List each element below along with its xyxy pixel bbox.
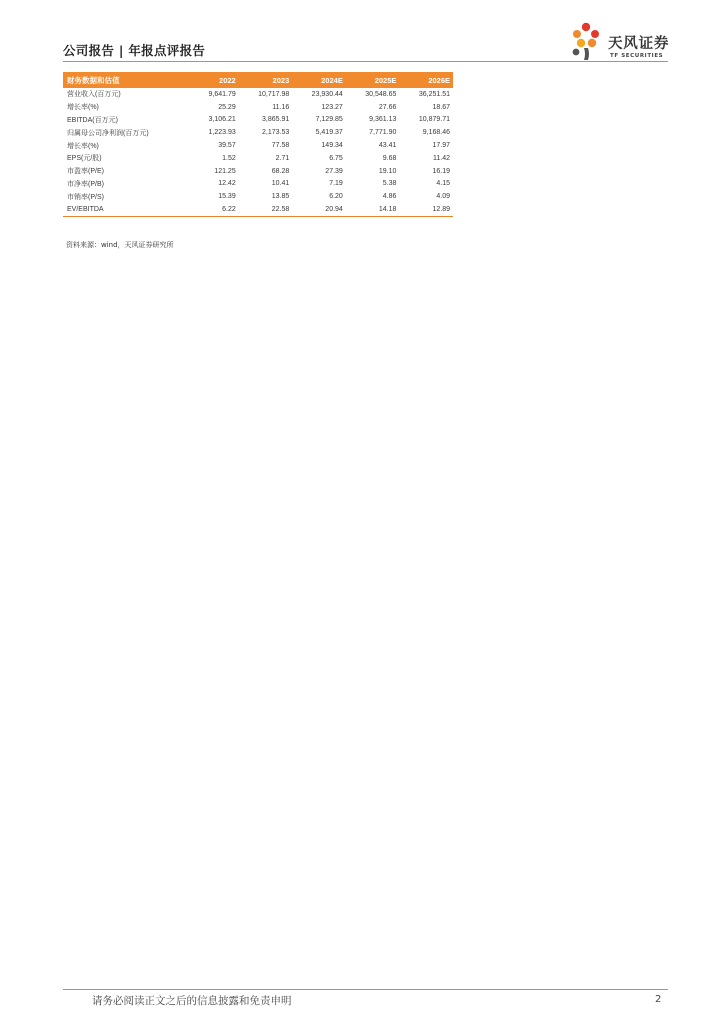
table-cell: 1,223.93: [208, 129, 236, 137]
table-cell: 11.42: [433, 154, 450, 162]
table-cell: 12.89: [399, 203, 453, 216]
table-cell: 14.18: [346, 203, 400, 216]
table-cell: 3,865.91: [262, 116, 290, 124]
table-cell: 20.94: [292, 203, 346, 216]
table-cell: 27.66: [378, 103, 397, 111]
table-row: [63, 88, 453, 101]
table-cell: 39.57: [218, 142, 236, 150]
table-cell: 23,930.44: [311, 90, 343, 98]
table-cell: 2,173.53: [262, 129, 290, 137]
year-header: 2024E: [321, 75, 343, 85]
tf-securities-logo-icon: [568, 22, 604, 62]
page-number: 2: [655, 994, 662, 1005]
table-cell: 13.85: [271, 193, 290, 201]
logo-text: 天风证券: [608, 36, 670, 52]
row-label: EPS(元/股): [67, 155, 102, 163]
table-cell: 9,168.46: [422, 129, 450, 137]
table-cell: 11.16: [272, 103, 290, 111]
table-row: [63, 126, 453, 139]
logo-subtext: TF SECURITIES: [610, 53, 664, 59]
table-cell: 6.20: [329, 193, 343, 201]
table-cell: 123.27: [321, 103, 343, 111]
table-cell: 12.42: [218, 180, 236, 188]
table-cell: 121.25: [214, 167, 236, 175]
header-divider: [63, 61, 668, 62]
row-label: EV/EBITDA: [63, 203, 191, 216]
table-cell: 3,106.21: [208, 116, 236, 124]
table-cell: 6.22: [191, 203, 239, 216]
table-cell: 4.86: [382, 193, 397, 201]
table-cell: 7,129.85: [315, 116, 343, 124]
table-row: [63, 178, 453, 191]
company-logo: [568, 22, 678, 62]
table-cell: 16.19: [432, 167, 450, 175]
table-cell: 17.97: [432, 142, 450, 150]
table-cell: 5.38: [382, 180, 397, 188]
table-cell: 10,879.71: [418, 116, 450, 124]
year-header: 2023: [272, 75, 290, 85]
table-cell: 149.34: [321, 142, 343, 150]
table-cell: 22.58: [239, 203, 293, 216]
table-cell: 19.10: [378, 167, 397, 175]
table-row: [63, 114, 453, 127]
table-cell: 6.75: [329, 154, 343, 162]
table-cell: 4.09: [436, 193, 450, 201]
table-row: [63, 190, 453, 203]
table-cell: 10,717.98: [258, 90, 290, 98]
table-cell: 9.68: [382, 154, 397, 162]
table-cell: 30,548.65: [365, 90, 397, 98]
table-cell: 1.52: [222, 154, 236, 162]
table-cell: 9,641.79: [208, 90, 236, 98]
table-row: [63, 139, 453, 152]
table-row: [63, 165, 453, 178]
table-cell: 68.28: [271, 167, 290, 175]
table-cell: 18.67: [432, 103, 450, 111]
row-label: 增长率(%): [67, 142, 99, 150]
footer-divider: [63, 989, 668, 990]
table-row: [63, 203, 453, 216]
table-cell: 10.41: [271, 180, 290, 188]
table-cell: 15.39: [218, 193, 236, 201]
table-header-label: 财务数据和估值: [67, 75, 120, 85]
table-cell: 7.19: [329, 180, 343, 188]
row-label: 市销率(P/S): [67, 193, 104, 201]
table-cell: 4.15: [436, 180, 450, 188]
report-header-title: 公司报告 | 年报点评报告: [63, 43, 206, 58]
table-cell: 5,419.37: [315, 129, 343, 137]
table-body: [63, 88, 453, 216]
table-cell: 7,771.90: [369, 129, 397, 137]
table-header-row: [63, 72, 453, 88]
row-label: 增长率(%): [67, 104, 99, 112]
table-cell: 27.39: [325, 167, 343, 175]
table-cell: 77.58: [271, 142, 290, 150]
row-label: 归属母公司净利润(百万元): [67, 129, 149, 137]
footer-disclaimer: 请务必阅读正文之后的信息披露和免责申明: [92, 995, 292, 1007]
row-label: 市盈率(P/E): [67, 168, 104, 176]
financial-valuation-table: [63, 72, 453, 217]
table-cell: 43.41: [378, 142, 397, 150]
table-cell: 36,251.51: [418, 90, 450, 98]
row-label: EBITDA(百万元): [67, 116, 118, 124]
table-row: [63, 152, 453, 165]
row-label: 营业收入(百万元): [67, 91, 121, 99]
table-cell: 2.71: [275, 154, 290, 162]
table-cell: 9,361.13: [369, 116, 397, 124]
table-row: [63, 101, 453, 114]
source-note: 资料来源：wind，天风证券研究所: [66, 241, 174, 249]
year-header: 2026E: [428, 75, 450, 85]
row-label: 市净率(P/B): [67, 180, 104, 188]
year-header: 2022: [219, 75, 236, 85]
year-header: 2025E: [374, 75, 397, 85]
table-cell: 25.29: [218, 103, 236, 111]
